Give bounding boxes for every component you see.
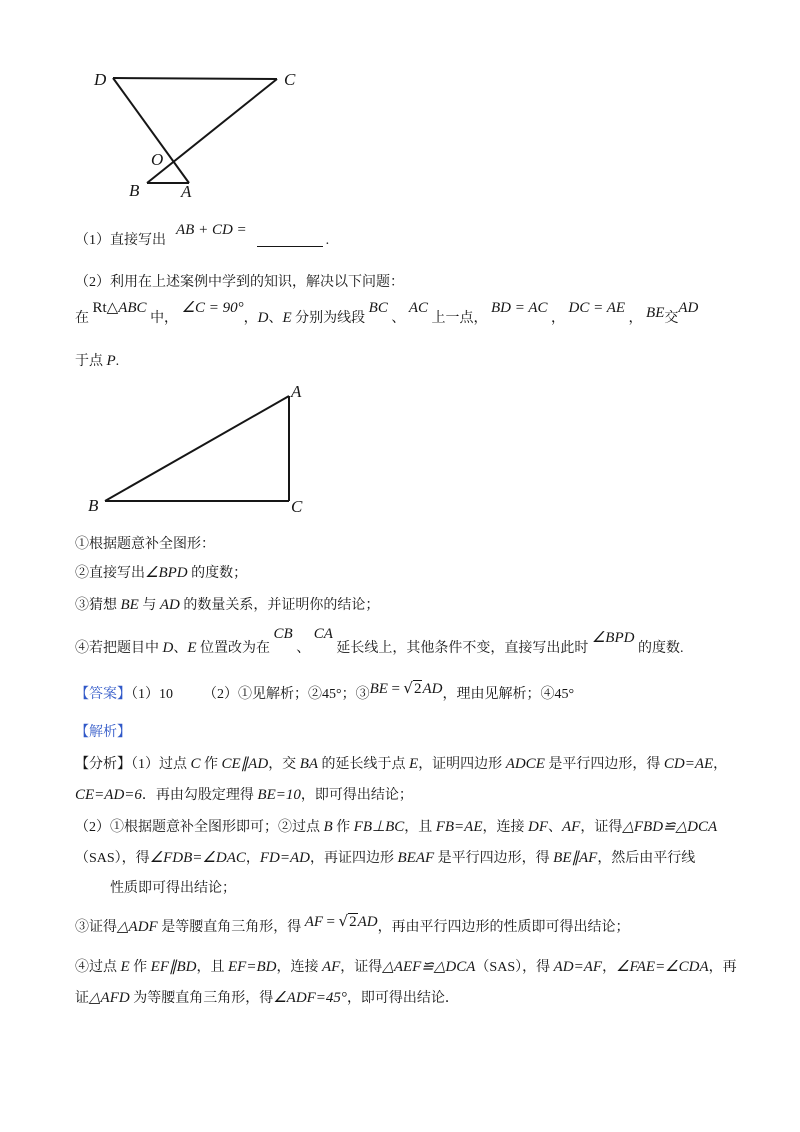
- a7-seg: （SAS），得: [475, 960, 551, 975]
- a3-fb-ae: FB=AE: [435, 819, 483, 835]
- figure1-label-o: O: [151, 150, 164, 169]
- a7-seg: ，连接: [276, 960, 319, 975]
- part1-period: .: [325, 233, 330, 248]
- a8-triangle-afd: △AFD: [89, 990, 130, 1006]
- a2-be-10: BE=10: [257, 787, 301, 803]
- a1-seg: ，交: [268, 757, 297, 772]
- part1-prompt: （1）直接写出: [75, 233, 166, 248]
- task4-point-d: D: [162, 640, 174, 656]
- task4-condition-text: 延长线上，其他条件不变，直接写出此时: [336, 641, 589, 656]
- a6-seg: 是等腰直角三角形，得: [161, 920, 302, 935]
- a6-af: AF: [304, 914, 324, 930]
- task-3: [75, 595, 379, 615]
- part1-line: [75, 222, 330, 250]
- a6-seg: ③证得: [75, 920, 117, 935]
- cond-text-at-point: 于点: [75, 354, 103, 369]
- cond-text-zhong: 中，: [150, 311, 179, 326]
- equation-bd-ac: BD = AC: [491, 300, 548, 316]
- right-triangle-prefix: Rt△: [92, 300, 119, 316]
- a3-seg: （2）①根据题意补全图形即可；②过点: [75, 820, 320, 835]
- a1-cd-ae: CD=AE: [663, 756, 714, 772]
- task-4: [75, 626, 684, 658]
- analysis-line-7: [75, 957, 737, 977]
- a7-seg: ，且: [196, 960, 225, 975]
- a6-equation: [304, 912, 378, 930]
- task4-dun-1: 、: [173, 641, 188, 656]
- a1-adce: ADCE: [505, 756, 545, 772]
- task4-prompt: ④若把题目中: [75, 641, 159, 656]
- a4-be-parallel-af: BE∥AF: [553, 850, 598, 866]
- a6-seg: ，再由平行四边形的性质即可得出结论；: [377, 920, 630, 935]
- task-2: [75, 563, 247, 583]
- figure1-label-b: B: [129, 181, 140, 200]
- analysis-line-3: [75, 817, 717, 837]
- a7-congruence: △AEF≌△DCA: [382, 959, 476, 975]
- a4-seg: ，再证四边形: [310, 851, 394, 866]
- a6-triangle-adf: △ADF: [117, 919, 158, 935]
- a8-angle-adf-45: ∠ADF=45°: [273, 990, 347, 1006]
- a3-seg: ，连接: [482, 820, 525, 835]
- answer-tag: 【答案】: [75, 687, 131, 702]
- a2-ce-ad-6: CE=AD=6: [75, 787, 142, 803]
- a4-seg: ，然后由平行线: [597, 851, 696, 866]
- answer-equation: [369, 679, 443, 697]
- a1-ba: BA: [299, 756, 319, 772]
- a4-seg: ，: [245, 851, 260, 866]
- segment-bc: BC: [368, 300, 388, 316]
- a7-seg: ，证得: [340, 960, 383, 975]
- a3-seg: 、: [548, 820, 563, 835]
- a4-seg: 是平行四边形，得: [437, 851, 550, 866]
- a8-seg: 为等腰直角三角形，得: [133, 991, 274, 1006]
- cond-end-period: .: [115, 354, 120, 369]
- segment-ba: [105, 396, 289, 501]
- a4-fd-ad: FD=AD: [259, 850, 310, 866]
- analysis-line-6: [75, 912, 630, 936]
- part2-condition-end: [75, 351, 119, 371]
- answer-part3: ，理由见解析；④45°: [442, 687, 575, 702]
- task4-point-e: E: [187, 640, 197, 656]
- a3-point-b: B: [323, 819, 333, 835]
- a7-ef-bd: EF=BD: [228, 959, 277, 975]
- a1-point-e: E: [409, 756, 419, 772]
- segment-cb: [147, 79, 277, 183]
- right-triangle-abc: [93, 301, 147, 316]
- task4-dun-2: 、: [296, 641, 311, 656]
- analysis-line-1: [75, 754, 727, 774]
- a8-seg: ，即可得出结论．: [346, 991, 459, 1006]
- a7-af: AF: [321, 959, 341, 975]
- point-d: D: [257, 310, 269, 326]
- figure-2-right-triangle: [0, 375, 800, 520]
- analysis-line-5: 性质即可得出结论；: [110, 881, 236, 896]
- a1-seg: 是平行四边形，得: [548, 757, 661, 772]
- cond-text-on-point: 上一点，: [431, 311, 488, 326]
- a3-seg: 作: [336, 820, 351, 835]
- a7-ad-af: AD=AF: [553, 959, 603, 975]
- a3-seg: ，证得: [580, 820, 623, 835]
- answer-part1: （1）10: [131, 687, 173, 702]
- answer-eq-ad: AD: [422, 681, 443, 697]
- answer-eq-be: BE: [369, 681, 388, 697]
- a8-seg: 证: [75, 991, 89, 1006]
- a1-seg: ，: [713, 757, 728, 772]
- task3-prompt: ③猜想: [75, 598, 117, 613]
- a7-point-e: E: [120, 959, 130, 975]
- part1-answer-blank: [257, 246, 323, 247]
- answer-part2: （2）①见解析；②45°；③: [203, 687, 370, 702]
- point-e: E: [282, 310, 292, 326]
- task2-suffix: 的度数；: [191, 566, 248, 581]
- task-1: ①根据题意补全图形：: [75, 537, 215, 552]
- task3-suffix: 的数量关系，并证明你的结论；: [183, 598, 380, 613]
- a7-angle-equality: ∠FAE=∠CDA: [616, 959, 709, 975]
- a1-seg: 作: [204, 757, 219, 772]
- a3-af: AF: [562, 819, 581, 835]
- a1-point-c: C: [190, 756, 201, 772]
- a1-seg: ，证明四边形: [418, 757, 503, 772]
- a3-fb-perp-bc: FB⊥BC: [353, 819, 405, 835]
- segment-be: BE: [646, 305, 665, 321]
- a6-equals: =: [326, 914, 335, 930]
- cond-comma-2: ，: [551, 311, 566, 326]
- figure2-label-b: B: [88, 496, 99, 515]
- part2-intro: （2）利用在上述案例中学到的知识，解决以下问题：: [75, 275, 404, 290]
- equation-dc-ae: DC = AE: [568, 300, 626, 316]
- cond-comma-3: ，: [628, 311, 643, 326]
- task3-segment-ad: AD: [159, 597, 180, 613]
- answer-eq-equals: =: [391, 681, 400, 697]
- a3-df: DF: [528, 819, 549, 835]
- analysis-line-8: [75, 988, 459, 1008]
- figure-1-crossed-triangles: [0, 0, 800, 215]
- task4-suffix: 的度数.: [637, 641, 684, 656]
- answer-line: [75, 679, 575, 703]
- segment-ad: AD: [678, 300, 699, 316]
- a3-seg: ，且: [404, 820, 433, 835]
- figure1-label-a: A: [181, 182, 192, 201]
- figure2-label-c: C: [291, 497, 303, 516]
- angle-bpd: ∠BPD: [145, 565, 188, 581]
- a7-seg: 作: [133, 960, 148, 975]
- figure2-label-a: A: [291, 382, 302, 401]
- analysis-tag: 【解析】: [75, 725, 131, 740]
- angle-c-90: ∠C = 90°: [181, 300, 244, 316]
- cond-comma-1: ，: [243, 311, 258, 326]
- cond-dun-2: 、: [391, 311, 406, 326]
- segment-ac: AC: [408, 300, 428, 316]
- figure1-label-c: C: [284, 70, 296, 89]
- a7-seg: ④过点: [75, 960, 117, 975]
- a3-congruence: △FBD≌△DCA: [622, 819, 718, 835]
- task4-ray-ca: CA: [313, 626, 333, 642]
- part2-condition-line: [75, 300, 699, 328]
- a1-ce-parallel-ad: CE∥AD: [221, 756, 269, 772]
- task4-ray-cb: CB: [273, 626, 293, 642]
- figure1-label-d: D: [94, 70, 107, 89]
- a2-seg: ．再由勾股定理得: [141, 788, 254, 803]
- a7-ef-parallel-bd: EF∥BD: [150, 959, 197, 975]
- part1-expression: AB + CD =: [176, 222, 247, 238]
- task3-and: 与: [142, 598, 157, 613]
- task3-segment-be: BE: [120, 597, 139, 613]
- analysis-line-4: [75, 848, 695, 868]
- a1-seg: 【分析】（1）过点: [75, 757, 187, 772]
- answer-radicand: 2: [413, 681, 422, 697]
- analysis-line-2: [75, 785, 413, 805]
- cond-text-zai: 在: [75, 311, 89, 326]
- task4-position-text: 位置改为在: [200, 641, 271, 656]
- a6-radicand: 2: [349, 914, 357, 930]
- right-triangle-letters: ABC: [118, 300, 147, 316]
- task4-angle-bpd: ∠BPD: [591, 630, 635, 646]
- a1-seg: 的延长线于点: [321, 757, 406, 772]
- cond-text-segments: 分别为线段: [295, 311, 366, 326]
- a4-seg: （SAS），得: [75, 851, 150, 866]
- sqrt-icon: √: [338, 912, 349, 930]
- segment-dc: [113, 78, 277, 79]
- cond-dun-1: 、: [268, 311, 283, 326]
- a2-seg: ，即可得出结论；: [300, 788, 413, 803]
- a4-angle-equality: ∠FDB=∠DAC: [149, 850, 246, 866]
- cond-text-jiao: 交: [664, 311, 679, 326]
- a7-seg: ，再: [708, 960, 737, 975]
- a6-ad: AD: [357, 914, 378, 930]
- point-p: P: [106, 353, 116, 369]
- task2-prompt: ②直接写出: [75, 566, 145, 581]
- a4-beaf: BEAF: [397, 850, 435, 866]
- a7-seg: ，: [602, 960, 617, 975]
- sqrt-icon: √: [403, 679, 413, 697]
